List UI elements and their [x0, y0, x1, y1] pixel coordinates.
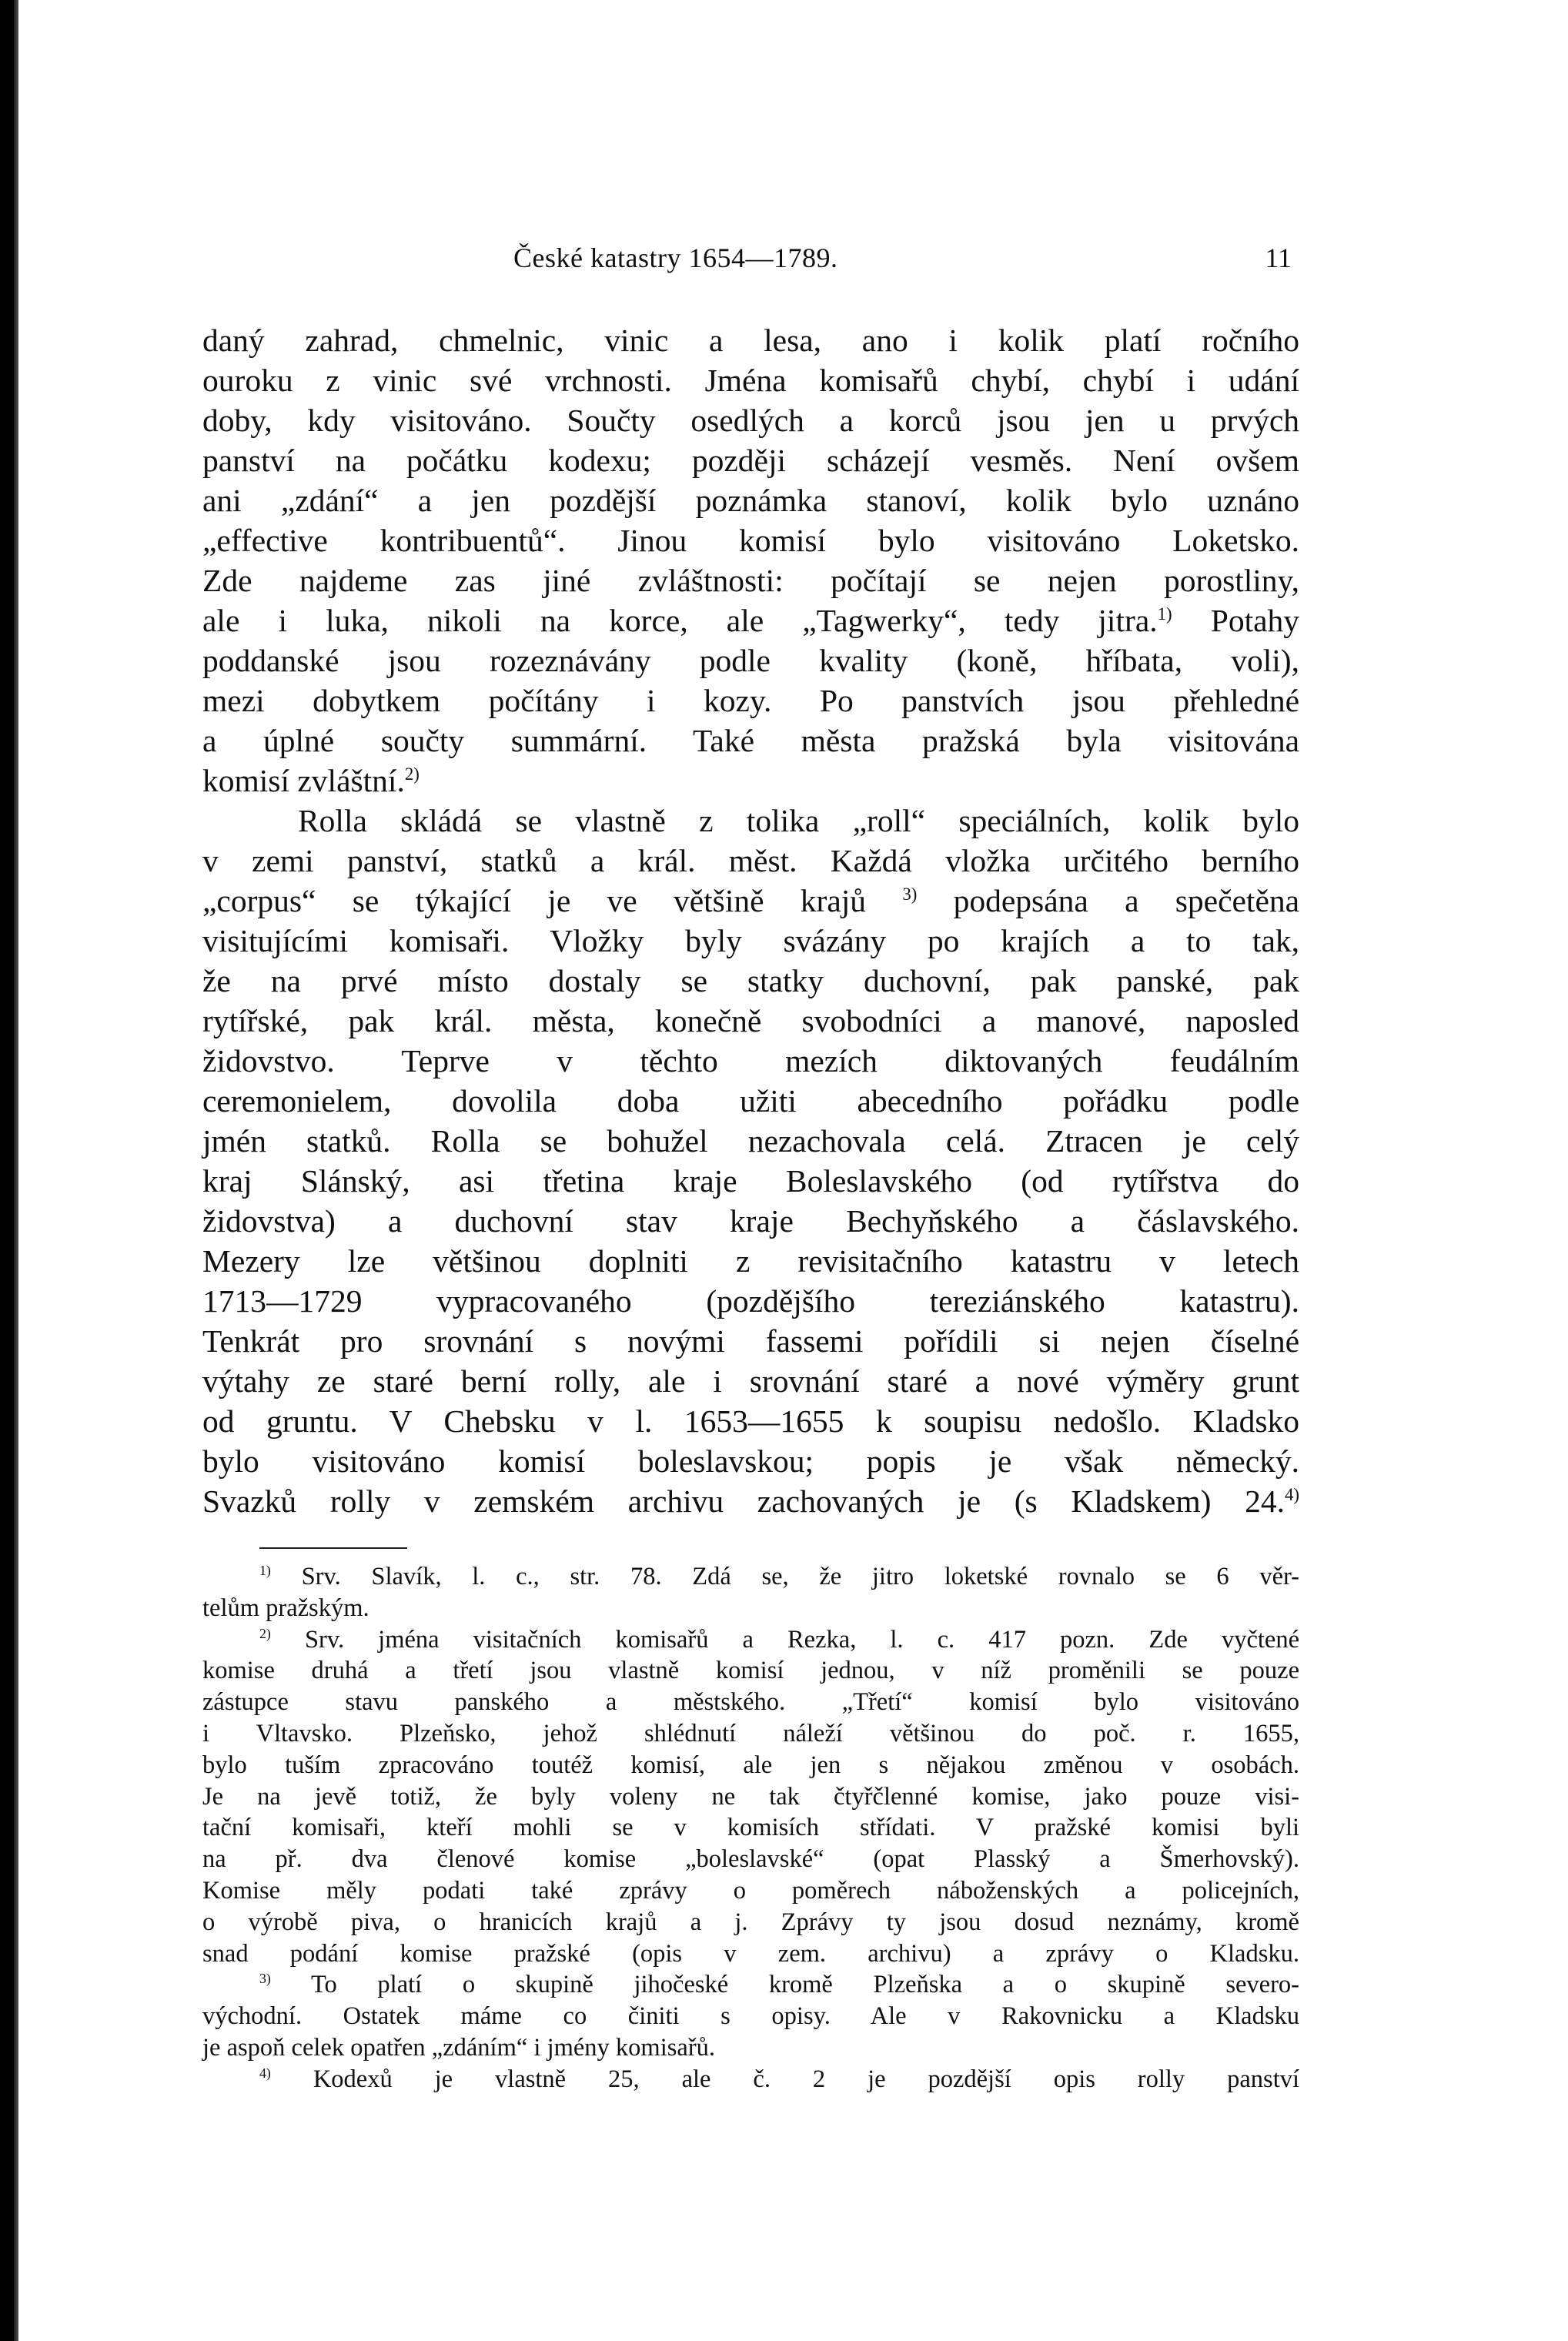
text-line: jmén statků. Rolla se bohužel nezachovala celá. Ztracen je celý: [202, 1123, 1299, 1159]
text-line: Tenkrát pro srovnání s novými fassemi pořídili si nejen číselné: [202, 1323, 1299, 1359]
footnote-line: snad podání komise pražské (opis v zem. archivu) a zprávy o Kladsku.: [202, 1939, 1299, 1968]
book-page: [14, 0, 1568, 2341]
text-line: poddanské jsou rozeznávány podle kvality (koně, hříbata, voli),: [202, 643, 1299, 678]
footnote-mark: 3): [259, 1971, 271, 1987]
footnote-line: bylo tuším zpracováno toutéž komisí, ale jen s nějakou změnou v osobách.: [202, 1751, 1299, 1779]
text-line: ceremonielem, dovolila doba užiti abecedního pořádku podle: [202, 1083, 1299, 1119]
text-line: [202, 881, 1299, 921]
text-segment: Srv. jména visitačních komisařů a Rezka, l. c. 417 pozn. Zde vyčtené: [304, 1625, 1300, 1654]
text-segment: Kodexů je vlastně 25, ale č. 2 je pozdější opis rolly panství: [313, 2065, 1299, 2093]
footnote-line: komise druhá a třetí jsou vlastně komisí jednou, v níž proměnili se pouze: [202, 1657, 1299, 1685]
text-line: doby, kdy visitováno. Součty osedlých a korců jsou jen u prvých: [202, 403, 1299, 438]
text-line: ani „zdání“ a jen pozdější poznámka stanoví, kolik bylo uznáno: [202, 483, 1299, 518]
text-block: [202, 239, 1299, 2095]
text-line: kraj Slánský, asi třetina kraje Boleslavského (od rytířstva do: [202, 1163, 1299, 1199]
text-segment: podepsána a spečetěna: [953, 883, 1300, 918]
footnote-ref: 3): [902, 885, 918, 905]
footnote-line: na př. dva členové komise „boleslavské“ (opat Plasský a Šmerhovský).: [202, 1845, 1299, 1874]
page-binding-edge: [14, 0, 18, 2341]
text-line: židovstva) a duchovní stav kraje Bechyňského a čáslavského.: [202, 1203, 1299, 1239]
footnotes: [202, 1561, 1299, 2095]
text-line: 1713—1729 vypracovaného (pozdějšího tereziánského katastru).: [202, 1283, 1299, 1319]
text-segment: To platí o skupině jihočeské kromě Plzeňska a o skupině severo-: [310, 1971, 1300, 1999]
text-line: v zemi panství, statků a král. měst. Každá vložka určitého berního: [202, 843, 1299, 878]
text-line: bylo visitováno komisí boleslavskou; popis je však německý.: [202, 1443, 1299, 1479]
footnote-line: je aspoň celek opatřen „zdáním“ i jmény komisařů.: [202, 2033, 716, 2062]
footnote-ref: 1): [1157, 604, 1172, 624]
text-segment: ale i luka, nikoli na korce, ale „Tagwerky“, tedy jitra.: [202, 603, 1158, 638]
footnote-line: Komise měly podati také zprávy o poměrech náboženských a policejních,: [202, 1876, 1299, 1905]
footnote-line: [202, 1969, 1299, 2001]
text-line: „effective kontribuentů“. Jinou komisí bylo visitováno Loketsko.: [202, 523, 1299, 558]
main-text: [202, 320, 1299, 1521]
text-line: Zde najdeme zas jiné zvláštnosti: počítají se nejen porostliny,: [202, 563, 1299, 598]
footnote-mark: 4): [259, 2065, 271, 2081]
text-line: a úplné součty summární. Také města pražská byla visitována: [202, 723, 1299, 758]
footnote-line: východní. Ostatek máme co činiti s opisy. Ale v Rakovnicku a Kladsku: [202, 2002, 1299, 2031]
text-line: [202, 761, 1299, 801]
text-line: Mezery lze většinou doplniti z revisitačního katastru v letech: [202, 1243, 1299, 1279]
text-segment: komisí zvláštní.: [202, 763, 405, 798]
text-line: rytířské, pak král. města, konečně svobodníci a manové, naposled: [202, 1003, 1299, 1038]
text-line: že na prvé místo dostaly se statky duchovní, pak panské, pak: [202, 963, 1299, 998]
text-segment: Potahy: [1210, 603, 1300, 638]
text-line: [202, 600, 1299, 640]
footnote-line: Je na jevě totiž, že byly voleny ne tak čtyřčlenné komise, jako pouze visi-: [202, 1782, 1299, 1811]
footnote-line: o výrobě piva, o hranicích krajů a j. Zprávy ty jsou dosud neznámy, kromě: [202, 1908, 1299, 1936]
text-line: židovstvo. Teprve v těchto mezích diktovaných feudálním: [202, 1043, 1299, 1079]
text-line: ouroku z vinic své vrchnosti. Jména komisařů chybí, chybí i udání: [202, 363, 1299, 398]
footnote-line: telům pražským.: [202, 1594, 369, 1622]
footnote-line: zástupce stavu panského a městského. „Třetí“ komisí bylo visitováno: [202, 1688, 1299, 1717]
text-segment: Srv. Slavík, l. c., str. 78. Zdá se, že jitro loketské rovnalo se 6 věr-: [301, 1563, 1300, 1590]
page-number: 11: [1265, 242, 1292, 273]
footnote-mark: 2): [259, 1625, 271, 1641]
text-line: daný zahrad, chmelnic, vinic a lesa, ano i kolik platí ročního: [202, 323, 1299, 358]
text-line: visitujícími komisaři. Vložky byly svázány po krajích a to tak,: [202, 923, 1299, 958]
footnote-line: [202, 1561, 1299, 1593]
text-line: [202, 1481, 1299, 1521]
text-line: výtahy ze staré berní rolly, ale i srovnání staré a nové výměry grunt: [202, 1363, 1299, 1399]
footnote-line: tační komisaři, kteří mohli se v komisích střídati. V pražské komisi byli: [202, 1814, 1299, 1842]
text-line: od gruntu. V Chebsku v l. 1653—1655 k soupisu nedošlo. Kladsko: [202, 1403, 1299, 1439]
footnote-ref: 4): [1284, 1485, 1299, 1505]
footnote-line: [202, 1624, 1299, 1656]
text-segment: „corpus“ se týkající je ve většině krajů: [202, 883, 867, 918]
footnote-separator: [259, 1547, 407, 1549]
text-line: Rolla skládá se vlastně z tolika „roll“ speciálních, kolik bylo: [298, 803, 1299, 838]
text-segment: Svazků rolly v zemském archivu zachovaných je (s Kladskem) 24.: [202, 1483, 1285, 1519]
text-line: panství na počátku kodexu; později scházejí vesměs. Není ovšem: [202, 443, 1299, 478]
footnote-ref: 2): [404, 764, 420, 784]
footnote-line: [202, 2064, 1299, 2095]
footnote-mark: 1): [259, 1563, 271, 1579]
footnote-line: i Vltavsko. Plzeňsko, jehož shlédnutí náleží většinou do poč. r. 1655,: [202, 1719, 1299, 1747]
text-line: mezi dobytkem počítány i kozy. Po panstvích jsou přehledné: [202, 683, 1299, 718]
running-head: [202, 239, 1299, 285]
running-title: České katastry 1654—1789.: [513, 242, 838, 273]
